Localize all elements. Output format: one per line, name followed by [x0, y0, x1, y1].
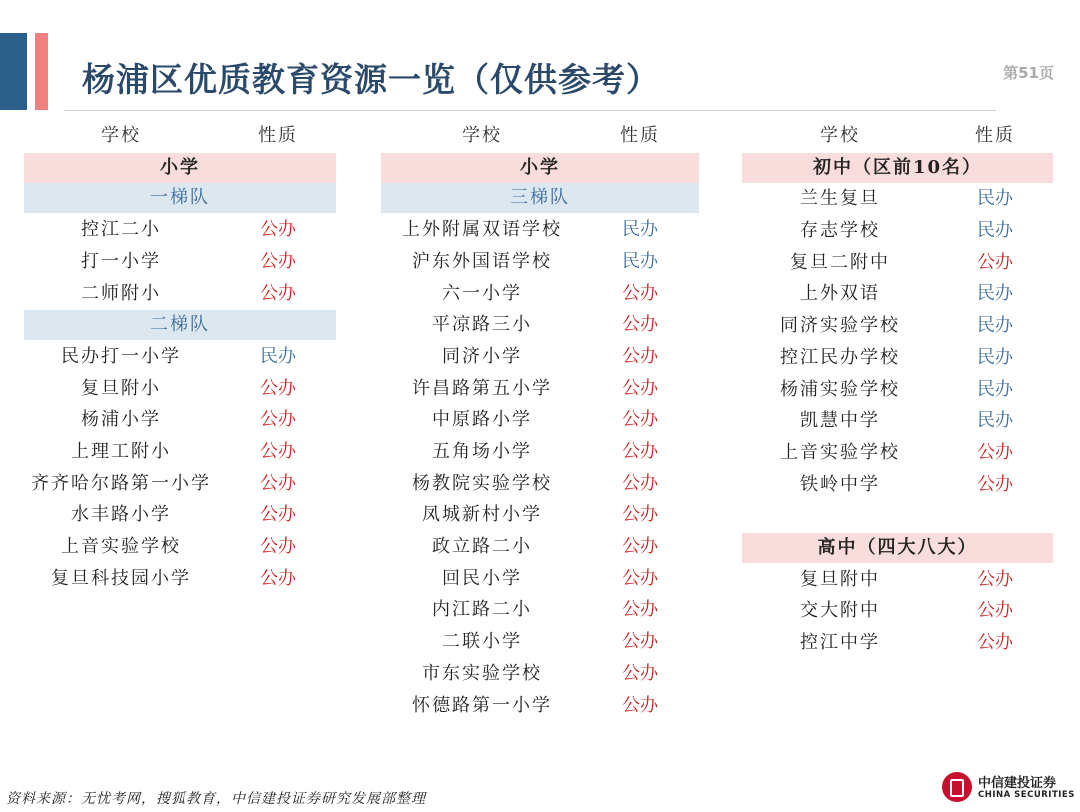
school-name: 齐齐哈尔路第一小学 — [31, 472, 211, 494]
school-name: 铁岭中学 — [800, 473, 880, 495]
table-row — [381, 626, 699, 658]
school-name: 上外双语 — [800, 283, 880, 305]
school-name: 市东实验学校 — [422, 662, 542, 684]
table-row — [381, 690, 699, 722]
table-row — [381, 278, 699, 310]
school-name: 二联小学 — [442, 631, 522, 653]
school-name: 六一小学 — [442, 282, 522, 304]
school-type: 公办 — [622, 567, 658, 589]
school-type: 公办 — [977, 251, 1013, 273]
header-type: 性质 — [620, 125, 660, 146]
column-primary-tier1-2 — [24, 120, 336, 594]
school-name: 二师附小 — [81, 282, 161, 304]
header-school: 学校 — [101, 125, 141, 146]
school-type: 民办 — [977, 410, 1013, 432]
section-band-high: 高中（四大八大） — [742, 533, 1053, 563]
table-row — [381, 531, 699, 563]
school-type: 民办 — [977, 346, 1013, 368]
table-row — [24, 531, 336, 563]
school-type: 公办 — [977, 632, 1013, 653]
tier-band-2: 二梯队 — [24, 310, 336, 340]
school-name: 凤城新村小学 — [422, 504, 542, 526]
school-type: 公办 — [622, 504, 658, 526]
school-name: 杨教院实验学校 — [412, 472, 552, 494]
school-type: 公办 — [260, 536, 296, 558]
school-type: 公办 — [260, 441, 296, 463]
school-type: 公办 — [622, 282, 658, 304]
table-row — [381, 246, 699, 278]
school-name: 同济小学 — [442, 345, 522, 367]
school-type: 公办 — [622, 631, 658, 653]
school-type: 公办 — [977, 441, 1013, 463]
header-school: 学校 — [462, 125, 502, 146]
table-row — [381, 563, 699, 595]
section-band-middle: 初中（区前10名） — [742, 153, 1053, 183]
table-row — [24, 436, 336, 468]
school-type: 公办 — [622, 472, 658, 494]
school-name: 水丰路小学 — [71, 504, 171, 526]
title-divider — [64, 110, 996, 111]
page-title: 杨浦区优质教育资源一览（仅供参考） — [82, 60, 660, 99]
header-type: 性质 — [975, 125, 1015, 146]
column-secondary — [742, 120, 1053, 659]
school-name: 复旦附中 — [800, 568, 880, 590]
school-type: 公办 — [260, 250, 296, 272]
school-name: 杨浦小学 — [81, 409, 161, 431]
school-type: 公办 — [260, 219, 296, 241]
school-type: 公办 — [622, 662, 658, 684]
table-row — [742, 595, 1053, 627]
company-logo — [942, 772, 1075, 804]
table-row — [381, 404, 699, 436]
table-row — [742, 183, 1053, 215]
column-header — [381, 120, 699, 152]
school-type: 民办 — [260, 345, 296, 367]
school-type: 公办 — [622, 694, 658, 716]
school-name: 凯慧中学 — [800, 410, 880, 432]
table-row — [24, 278, 336, 310]
school-name: 怀德路第一小学 — [412, 694, 552, 716]
table-row — [742, 247, 1053, 279]
school-name: 上音实验学校 — [780, 441, 900, 463]
table-row — [742, 374, 1053, 406]
table-row — [381, 373, 699, 405]
school-name: 许昌路第五小学 — [412, 377, 552, 399]
column-primary-tier3 — [381, 120, 699, 721]
logo-emblem-icon — [942, 772, 972, 802]
school-name: 复旦二附中 — [790, 251, 890, 273]
table-row — [742, 215, 1053, 247]
column-header — [742, 120, 1053, 152]
table-row — [742, 437, 1053, 469]
table-row — [381, 309, 699, 341]
page-number: 第51页 — [1003, 64, 1054, 82]
middle-school-list — [742, 183, 1053, 500]
school-type: 民办 — [622, 250, 658, 272]
school-name: 平凉路三小 — [432, 314, 532, 336]
school-name: 复旦附小 — [81, 377, 161, 399]
school-type: 公办 — [260, 409, 296, 431]
header-school: 学校 — [820, 125, 860, 146]
school-type: 公办 — [260, 282, 296, 304]
table-row — [24, 468, 336, 500]
school-type: 民办 — [977, 220, 1013, 242]
table-row — [381, 214, 699, 246]
table-row — [24, 246, 336, 278]
logo-text-cn: 中信建投证券 — [978, 776, 1057, 791]
school-name: 回民小学 — [442, 567, 522, 589]
school-name: 控江民办学校 — [780, 346, 900, 368]
table-row — [742, 405, 1053, 437]
school-name: 控江中学 — [800, 632, 880, 653]
tier3-list — [381, 214, 699, 721]
school-name: 中原路小学 — [432, 409, 532, 431]
table-row — [24, 499, 336, 531]
school-name: 沪东外国语学校 — [412, 250, 552, 272]
section-band-primary: 小学 — [24, 153, 336, 183]
table-row — [24, 341, 336, 373]
school-type: 公办 — [260, 377, 296, 399]
column-header — [24, 120, 336, 152]
tier1-list — [24, 214, 336, 309]
school-type: 公办 — [622, 377, 658, 399]
school-name: 上音实验学校 — [61, 536, 181, 558]
source-note: 资料来源：无忧考网，搜狐教育，中信建投证券研究发展部整理 — [6, 791, 426, 807]
school-type: 公办 — [260, 504, 296, 526]
table-row — [24, 214, 336, 246]
table-row — [381, 658, 699, 690]
school-type: 公办 — [977, 600, 1013, 622]
table-row — [742, 627, 1053, 659]
school-name: 上理工附小 — [71, 441, 171, 463]
school-type: 民办 — [977, 315, 1013, 337]
school-type: 民办 — [977, 188, 1013, 210]
table-row — [24, 404, 336, 436]
tier2-list — [24, 341, 336, 595]
school-name: 打一小学 — [81, 250, 161, 272]
school-name: 存志学校 — [800, 220, 880, 242]
school-type: 公办 — [622, 441, 658, 463]
school-name: 控江二小 — [81, 219, 161, 241]
logo-text-en: CHINA SECURITIES — [978, 790, 1075, 800]
accent-bar-blue — [0, 33, 27, 110]
header-type: 性质 — [258, 125, 298, 146]
school-name: 上外附属双语学校 — [402, 219, 562, 241]
school-type: 公办 — [260, 472, 296, 494]
school-type: 公办 — [977, 568, 1013, 590]
table-row — [742, 469, 1053, 501]
table-row — [381, 436, 699, 468]
school-type: 民办 — [977, 378, 1013, 400]
table-row — [381, 341, 699, 373]
table-row — [24, 563, 336, 595]
school-name: 杨浦实验学校 — [780, 378, 900, 400]
table-row — [742, 278, 1053, 310]
school-name: 交大附中 — [800, 600, 880, 622]
high-school-list — [742, 564, 1053, 659]
school-type: 公办 — [622, 345, 658, 367]
tier-band-3: 三梯队 — [381, 183, 699, 213]
school-type: 公办 — [622, 599, 658, 621]
section-band-primary: 小学 — [381, 153, 699, 183]
table-row — [742, 310, 1053, 342]
table-row — [24, 373, 336, 405]
school-name: 政立路二小 — [432, 536, 532, 558]
school-type: 公办 — [622, 536, 658, 558]
school-name: 民办打一小学 — [61, 345, 181, 367]
accent-bar-pink — [35, 33, 48, 110]
school-name: 兰生复旦 — [800, 188, 880, 210]
table-row — [381, 499, 699, 531]
table-row — [742, 342, 1053, 374]
table-row — [381, 594, 699, 626]
spacer — [742, 500, 1053, 532]
school-name: 内江路二小 — [432, 599, 532, 621]
school-type: 公办 — [622, 409, 658, 431]
school-type: 民办 — [622, 219, 658, 241]
school-name: 同济实验学校 — [780, 315, 900, 337]
school-name: 五角场小学 — [432, 441, 532, 463]
school-type: 公办 — [977, 473, 1013, 495]
school-type: 公办 — [622, 314, 658, 336]
school-name: 复旦科技园小学 — [51, 567, 191, 589]
tier-band-1: 一梯队 — [24, 183, 336, 213]
table-row — [742, 564, 1053, 596]
school-type: 公办 — [260, 567, 296, 589]
school-type: 民办 — [977, 283, 1013, 305]
table-row — [381, 468, 699, 500]
